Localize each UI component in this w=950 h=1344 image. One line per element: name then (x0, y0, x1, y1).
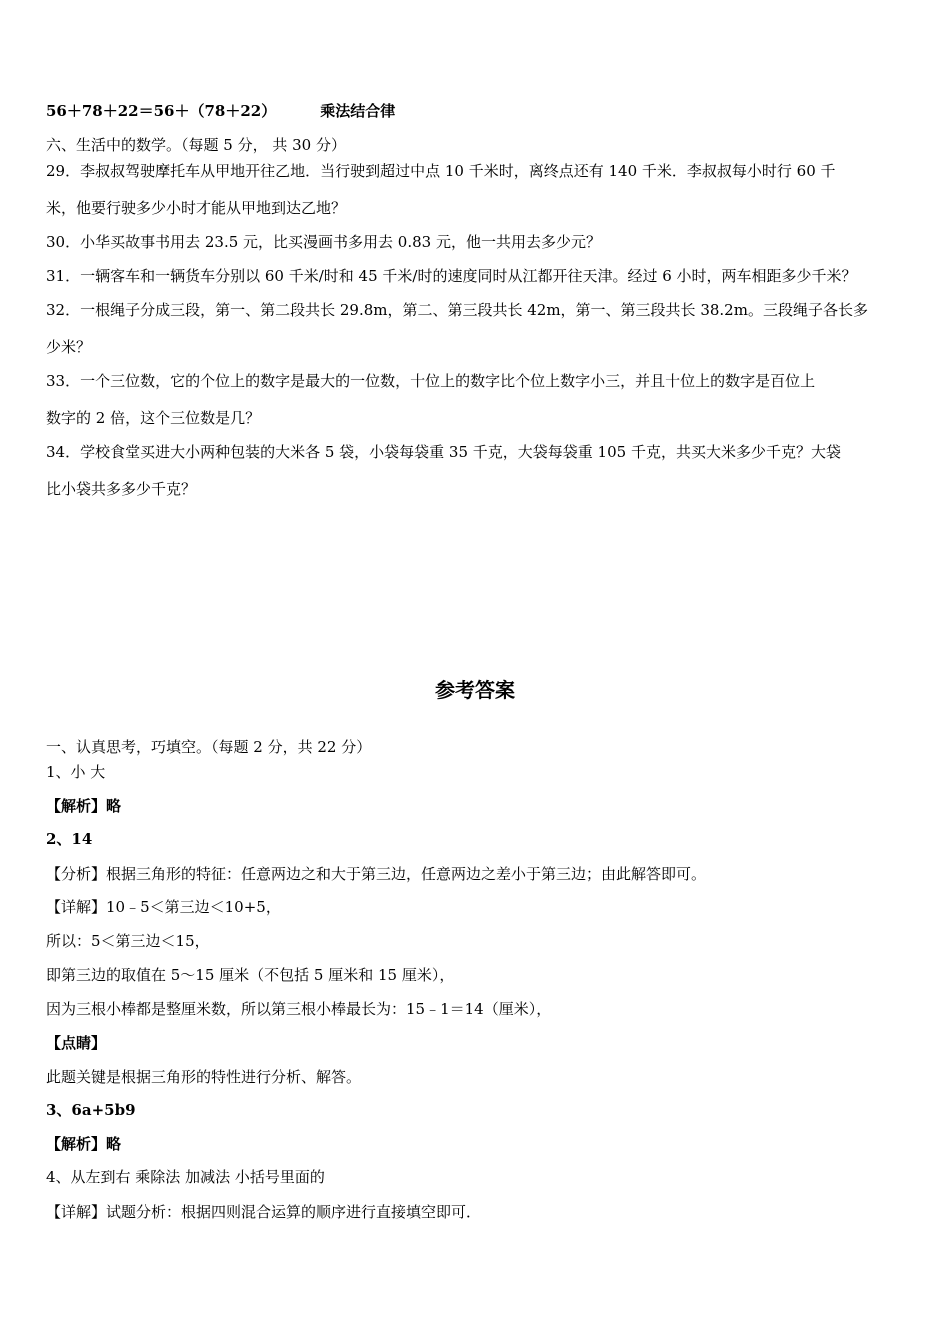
answer-4: 4、从左到右 乘除法 加减法 小括号里面的 (46, 1168, 325, 1186)
answer-2-detail-1: 【详解】10﹣5＜第三边＜10+5， (46, 898, 281, 916)
equation-line (46, 101, 395, 121)
question-33-line-1: 33．一个三位数，它的个位上的数字是最大的一位数，十位上的数字比个位上数字小三，并且十位上的数字是百位上 (46, 372, 816, 390)
answer-2-analysis: 【分析】根据三角形的特征：任意两边之和大于第三边，任意两边之差小于第三边；由此解答即可。 (46, 865, 707, 883)
answer-2-detail-3: 即第三边的取值在 5～15 厘米（不包括 5 厘米和 15 厘米）， (46, 966, 455, 984)
question-29-line-1: 29．李叔叔驾驶摩托车从甲地开往乙地．当行驶到超过中点 10 千米时，离终点还有 140 千米．李叔叔每小时行 60 千 (46, 162, 836, 180)
question-33-line-2: 数字的 2 倍，这个三位数是几？ (46, 409, 261, 427)
question-34-line-1: 34．学校食堂买进大小两种包装的大米各 5 袋，小袋每袋重 35 千克，大袋每袋重 105 千克，共买大米多少千克？大袋 (46, 443, 841, 461)
answer-2-detail-4: 因为三根小棒都是整厘米数，所以第三根小棒最长为：15﹣1＝14（厘米）， (46, 1000, 552, 1018)
equation-text: 56＋78＋22＝56＋（78＋22） (46, 102, 277, 120)
question-29-line-2: 米，他要行驶多少小时才能从甲地到达乙地？ (46, 199, 347, 217)
question-30: 30．小华买故事书用去 23.5 元，比买漫画书多用去 0.83 元，他一共用去多少元？ (46, 233, 601, 251)
answer-2: 2、14 (46, 830, 93, 848)
answer-2-point: 【点睛】 (46, 1034, 107, 1052)
question-31: 31．一辆客车和一辆货车分别以 60 千米/时和 45 千米/时的速度同时从江都开往天津。经过 6 小时，两车相距多少千米？ (46, 267, 857, 285)
section-6-heading: 六、生活中的数学。（每题 5 分， 共 30 分） (46, 136, 346, 154)
answers-title: 参考答案 (435, 678, 515, 702)
question-32-line-2: 少米？ (46, 338, 92, 356)
answer-3-note: 【解析】略 (46, 1135, 122, 1153)
answer-4-detail: 【详解】试题分析：根据四则混合运算的顺序进行直接填空即可． (46, 1203, 482, 1221)
answer-1-note: 【解析】略 (46, 797, 122, 815)
answer-2-point-text: 此题关键是根据三角形的特性进行分析、解答。 (46, 1068, 362, 1086)
answer-2-detail-2: 所以：5＜第三边＜15， (46, 932, 210, 950)
question-34-line-2: 比小袋共多多少千克？ (46, 480, 197, 498)
answer-1: 1、小 大 (46, 763, 106, 781)
answer-3: 3、6a+5b9 (46, 1101, 136, 1119)
answers-section-1-heading: 一、认真思考，巧填空。（每题 2 分，共 22 分） (46, 738, 372, 756)
question-32-line-1: 32．一根绳子分成三段，第一、第二段共长 29.8m，第二、第三段共长 42m，第一、第三段共长 38.2m。三段绳子各长多 (46, 301, 868, 319)
law-text: 乘法结合律 (320, 102, 396, 120)
